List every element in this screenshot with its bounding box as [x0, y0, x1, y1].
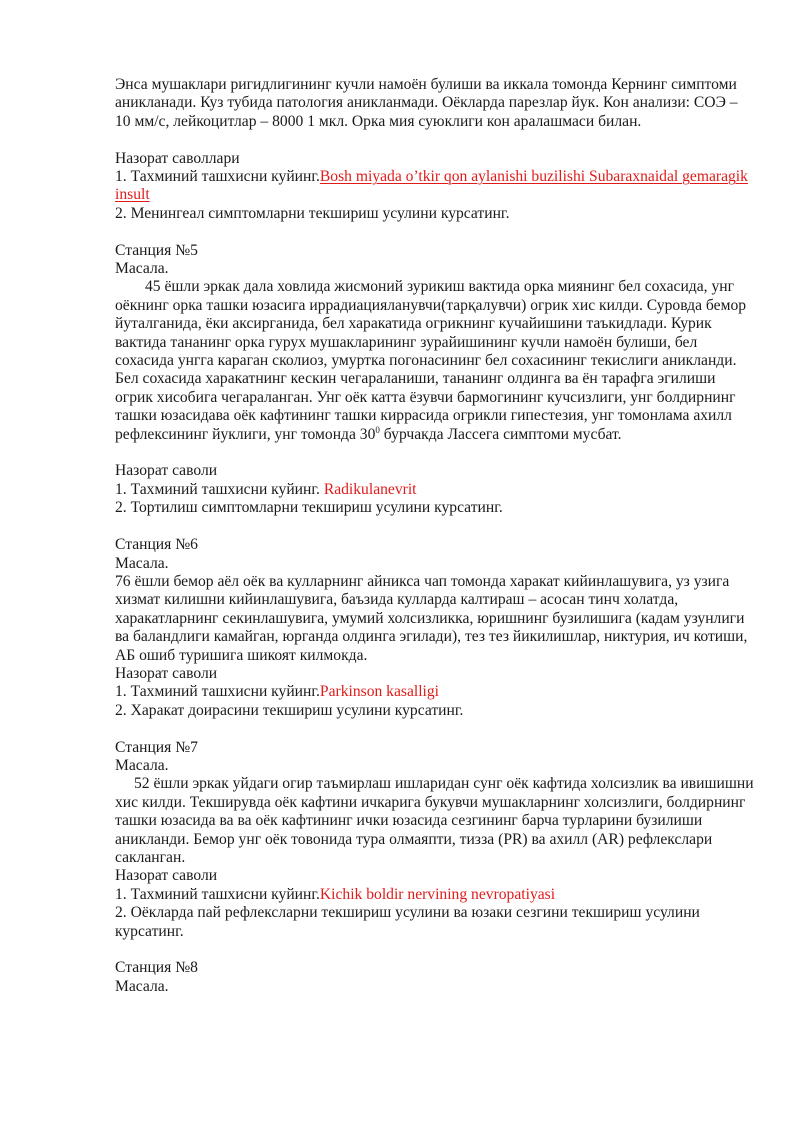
- station-5-case-end: бурчакда Лассега симптоми мусбат.: [379, 425, 622, 443]
- station-8-task-label: Масала.: [115, 977, 169, 995]
- station-7-title: Станция №7: [115, 738, 198, 756]
- station-5-case: [115, 278, 755, 444]
- spacer: [115, 720, 755, 738]
- question-1-text: 1. Тахминий ташхисни куйинг.: [115, 683, 320, 701]
- station-5-task-label: Масала.: [115, 260, 169, 278]
- station-7-task-label: Масала.: [115, 756, 169, 774]
- intro-questions-title: Назорат саволлари: [115, 149, 240, 167]
- station-5-title: Станция №5: [115, 241, 198, 259]
- station-7-case: 52 ёшли эркак уйдаги огир таъмирлаш ишларидан сунг оёк кафтида холсизлик ва ивишишни хис килди. Текширувда оёк кафтини ичкарига букувчи мушакларнинг холсизлиги, болдирнинг ташки юзасида ва ва оёк кафтининг ички юзасида сезгининг барча турларини бузилиши аникланди. Бемор унг оёк товонида тура олмаяпти, тизза (PR) ва ахилл (AR) рефлекслари сакланган.: [115, 775, 754, 866]
- spacer: [115, 941, 755, 959]
- intro-paragraph: Энса мушаклари ригидлигининг кучли намоён булиши ва иккала томонда Кернинг симптоми аникланади. Куз тубида патология аникланмади. Оёкларда парезлар йук. Кон анализи: СОЭ – 10 мм/с, лейкоцитлар – 8000 1 мкл. Орка мия суюклиги кон аралашмаси билан.: [115, 76, 738, 130]
- intro-question-1: [115, 168, 755, 205]
- station-5-question-1: [115, 481, 755, 499]
- question-1-text: 1. Тахминий ташхисни куйинг.: [115, 168, 320, 186]
- diagnosis-answer: Kichik boldir nervining nevropatiyasi: [319, 885, 556, 903]
- station-6-question-1: [115, 683, 755, 701]
- station-7-question-2: 2. Оёкларда пай рефлексларни текшириш усулини ва юзаки сезгини текшириш усулини курсатинг.: [115, 904, 700, 940]
- document-page: [115, 76, 755, 996]
- station-5-case-main: 45 ёшли эркак дала ховлида жисмоний зурикиш вактида орка миянинг бел сохасида, унг оёкнинг орка ташки юзасига иррадиацияланувчи(тарқалувчи) огрик хис килди. Суровда бемор йуталганида, ёки аксирганида, бел харакатида огрикнинг кучайишини таъкидлади. Курик вактида тананинг орка гурух мушакларининг зурайишининг кучли намоён булиши, бел сохасида унгга караган сколиоз, умуртка погонасининг бел сохасининг текислиги аникланди. Бел сохасида харакатнинг кескин чегараланиши, тананинг олдинга ва ён тарафга эгилиши огрик хисобига чегараланган. Унг оёк катта ёзувчи бармогининг кучсизлиги, унг болдирнинг ташки юзасидава оёк кафтининг ташки киррасида огрикли гипестезия, унг томонлама ахилл рефлексининг йуклиги, унг томонда 30: [115, 278, 747, 443]
- spacer: [115, 444, 755, 462]
- station-8-title: Станция №8: [115, 959, 198, 977]
- question-1-text: 1. Тахминий ташхисни куйинг.: [115, 480, 324, 498]
- spacer: [115, 223, 755, 241]
- question-1-text: 1. Тахминий ташхисни куйинг.: [115, 885, 320, 903]
- diagnosis-answer: Bosh miyada o’tkir qon aylanishi buzilishi Subaraxnaidal gemaragik insult: [115, 168, 748, 204]
- station-6-title: Станция №6: [115, 536, 198, 554]
- station-7-question-1: [115, 886, 755, 904]
- station-5-question-2: 2. Тортилиш симптомларни текшириш усулини курсатинг.: [115, 499, 503, 517]
- spacer: [115, 131, 755, 149]
- spacer: [115, 518, 755, 536]
- diagnosis-answer: Parkinson kasalligi: [319, 683, 440, 701]
- diagnosis-answer: Radikulanevrit: [323, 480, 417, 498]
- station-7-questions-title: Назорат саволи: [115, 867, 218, 885]
- station-5-questions-title: Назорат саволи: [115, 462, 218, 480]
- degree-mark: 0: [375, 424, 380, 435]
- station-6-questions-title: Назорат саволи: [115, 664, 218, 682]
- intro-question-2: 2. Менингеал симптомларни текшириш усулини курсатинг.: [115, 204, 510, 222]
- station-6-case: 76 ёшли бемор аёл оёк ва кулларнинг айниксa чап томонда харакат кийинлашувига, уз узига хизмат килишни кийинлашувига, баъзида кулларда калтираш – асосан тинч холатда, харакатларнинг секинлашувига, умумий холсизликка, юришнинг бузилишига (кадам узунлиги ва баландлиги камайган, юрганда олдинга эгилади), тез тез йикилишлар, никтурия, ич котиши, АБ ошиб туришига шикоят килмокда.: [115, 572, 748, 664]
- station-6-task-label: Масала.: [115, 554, 169, 572]
- station-6-question-2: 2. Харакат доирасини текшириш усулини курсатинг.: [115, 701, 464, 719]
